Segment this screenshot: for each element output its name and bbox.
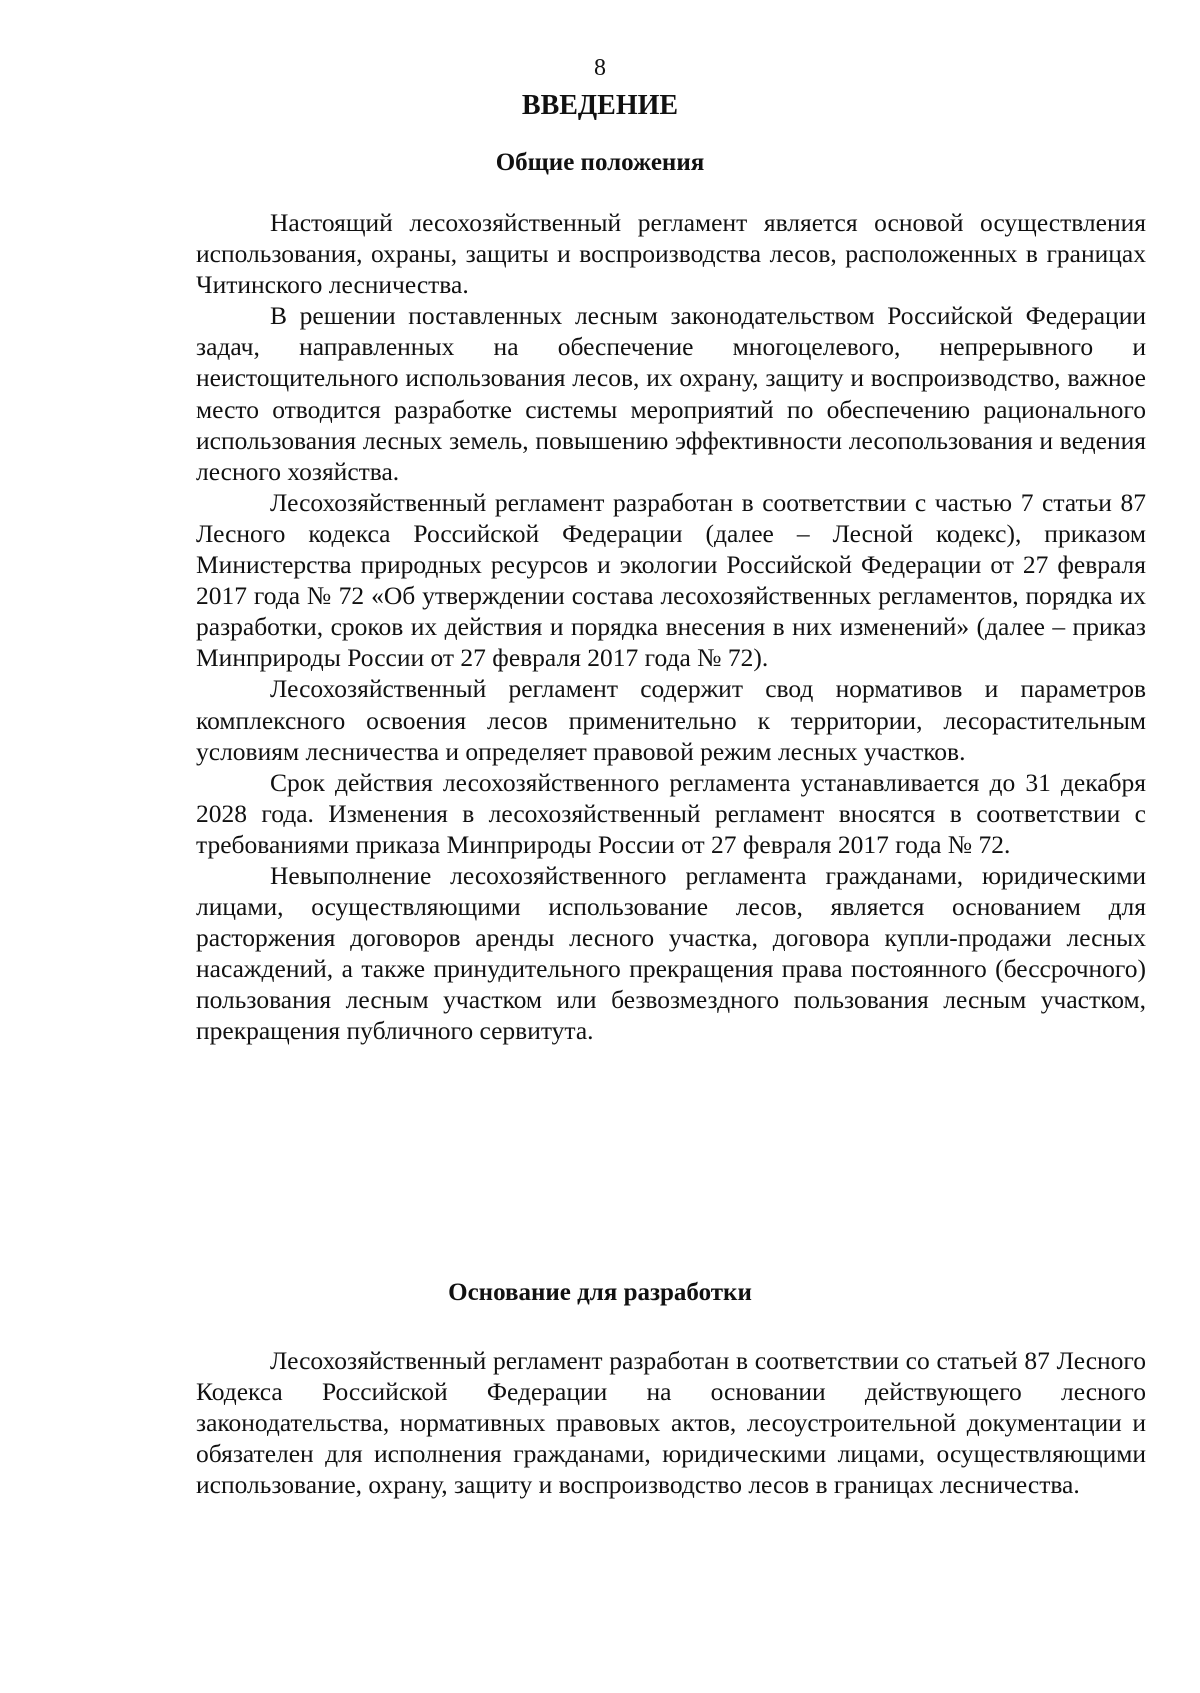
- paragraph: Лесохозяйственный регламент содержит свод нормативов и параметров комплексного освоения лесов применительно к территории, лесорастительным условиям лесничества и определяет правовой режим лесных участков.: [196, 674, 1146, 766]
- section-heading-basis: Основание для разработки: [448, 1279, 752, 1306]
- page-title: ВВЕДЕНИЕ: [521, 90, 679, 121]
- section-body-general: [196, 207, 1146, 1047]
- section-body-basis: [196, 1345, 1146, 1500]
- paragraph: Настоящий лесохозяйственный регламент является основой осуществления использования, охраны, защиты и воспроизводства лесов, расположенных в границах Читинского лесничества.: [196, 208, 1146, 300]
- page-number: 8: [594, 55, 606, 81]
- section-heading-general: Общие положения: [495, 149, 705, 176]
- paragraph: Невыполнение лесохозяйственного регламента гражданами, юридическими лицами, осуществляющими использование лесов, является основанием для расторжения договоров аренды лесного участка, договора купли-продажи лесных насаждений, а также принудительного прекращения права постоянного (бессрочного) пользования лесным участком или безвозмездного пользования лесным участком, прекращения публичного сервитута.: [196, 860, 1146, 1046]
- paragraph: В решении поставленных лесным законодательством Российской Федерации задач, направленных на обеспечение многоцелевого, непрерывного и неистощительного использования лесов, их охрану, защиту и воспроизводство, важное место отводится разработке системы мероприятий по обеспечению рационального использования лесных земель, повышению эффективности лесопользования и ведения лесного хозяйства.: [196, 301, 1146, 486]
- paragraph: Лесохозяйственный регламент разработан в соответствии со статьей 87 Лесного Кодекса Российской Федерации на основании действующего лесного законодательства, нормативных правовых актов, лесоустроительной документации и обязателен для исполнения гражданами, юридическими лицами, осуществляющими использование, охрану, защиту и воспроизводство лесов в границах лесничества.: [196, 1346, 1146, 1500]
- paragraph: Срок действия лесохозяйственного регламента устанавливается до 31 декабря 2028 года. Изменения в лесохозяйственный регламент вносятся в соответствии с требованиями приказа Минприроды России от 27 февраля 2017 года № 72.: [196, 767, 1146, 859]
- paragraph: Лесохозяйственный регламент разработан в соответствии с частью 7 статьи 87 Лесного кодекса Российской Федерации (далее – Лесной кодекс), приказом Министерства природных ресурсов и экологии Российской Федерации от 27 февраля 2017 года № 72 «Об утверждении состава лесохозяйственных регламентов, порядка их разработки, сроков их действия и порядка внесения в них изменений» (далее – приказ Минприроды России от 27 февраля 2017 года № 72).: [196, 487, 1146, 673]
